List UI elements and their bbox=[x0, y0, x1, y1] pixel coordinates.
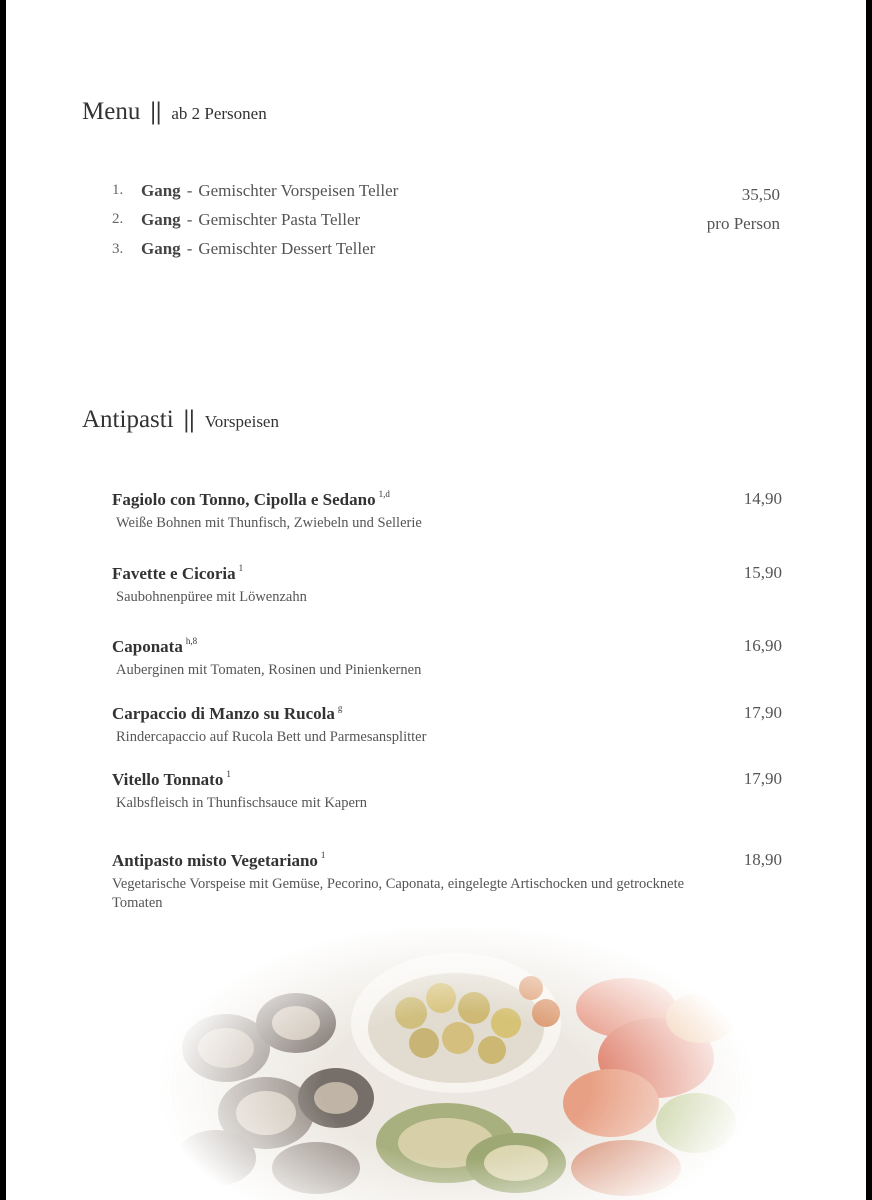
menu-subtitle: ab 2 Personen bbox=[171, 104, 267, 123]
dish-name-line bbox=[112, 636, 782, 657]
dish-price: 16,90 bbox=[743, 636, 782, 655]
allergen-note: 1 bbox=[320, 850, 326, 860]
dish-description: Kalbsfleisch in Thunfischsauce mit Kapern bbox=[116, 795, 367, 811]
course-text: Gemischter Pasta Teller bbox=[198, 209, 361, 229]
dish-description: Rindercapaccio auf Rucola Bett und Parmesansplitter bbox=[116, 729, 427, 745]
course-item bbox=[112, 205, 492, 234]
dish-price: 18,90 bbox=[743, 850, 782, 869]
course-dash: - bbox=[186, 209, 193, 229]
dish-item bbox=[112, 703, 782, 747]
dish-name: Antipasto misto Vegetariano bbox=[112, 851, 318, 870]
dish-description: Weiße Bohnen mit Thunfisch, Zwiebeln und Sellerie bbox=[116, 515, 422, 531]
course-dash: - bbox=[186, 239, 193, 259]
dish-price: 15,90 bbox=[743, 563, 782, 582]
course-label: Gang bbox=[141, 180, 181, 200]
olive-bowl bbox=[351, 953, 561, 1093]
course-dash: - bbox=[186, 180, 193, 200]
dish-name-line bbox=[112, 850, 782, 871]
dish-item bbox=[112, 563, 782, 607]
course-number: 1. bbox=[112, 182, 124, 199]
menu-heading bbox=[82, 98, 267, 126]
menu-price-block bbox=[707, 180, 780, 238]
dish-name-line bbox=[112, 769, 782, 790]
antipasti-subtitle: Vorspeisen bbox=[204, 412, 279, 431]
antipasti-photo bbox=[156, 928, 756, 1200]
course-text: Gemischter Dessert Teller bbox=[198, 239, 376, 259]
dish-item bbox=[112, 769, 782, 813]
allergen-note: 1,d bbox=[378, 489, 390, 499]
course-number: 2. bbox=[112, 211, 124, 228]
antipasti-title: Antipasti bbox=[82, 406, 174, 433]
dish-description: Auberginen mit Tomaten, Rosinen und Pinienkernen bbox=[116, 662, 422, 678]
course-item bbox=[112, 176, 492, 205]
antipasti-heading bbox=[82, 406, 279, 434]
dish-name-line bbox=[112, 563, 782, 584]
menu-page bbox=[6, 0, 866, 1200]
allergen-note: h,8 bbox=[185, 636, 198, 646]
allergen-note: g bbox=[337, 703, 343, 713]
dish-item bbox=[112, 489, 782, 533]
course-number: 3. bbox=[112, 240, 124, 257]
course-text: Gemischter Vorspeisen Teller bbox=[198, 180, 399, 200]
dish-name: Caponata bbox=[112, 637, 183, 656]
allergen-note: 1 bbox=[238, 563, 244, 573]
dish-name: Fagiolo con Tonno, Cipolla e Sedano bbox=[112, 490, 376, 509]
dish-name: Vitello Tonnato bbox=[112, 770, 224, 789]
dish-price: 17,90 bbox=[743, 769, 782, 788]
course-label: Gang bbox=[141, 209, 181, 229]
menu-price: 35,50 bbox=[741, 185, 780, 204]
menu-title: Menu bbox=[82, 98, 141, 125]
course-list bbox=[112, 176, 492, 264]
allergen-note: 1 bbox=[226, 769, 231, 779]
dish-description: Saubohnenpüree mit Löwenzahn bbox=[116, 589, 307, 605]
dish-name: Favette e Cicoria bbox=[112, 564, 236, 583]
dish-price: 17,90 bbox=[743, 703, 782, 722]
dish-item bbox=[112, 636, 782, 680]
dish-name-line bbox=[112, 489, 782, 510]
antipasti-separator: || bbox=[183, 406, 195, 433]
dish-name: Carpaccio di Manzo su Rucola bbox=[112, 704, 335, 723]
dish-price: 14,90 bbox=[743, 489, 782, 508]
menu-price-unit: pro Person bbox=[706, 214, 780, 233]
menu-separator: || bbox=[150, 98, 162, 125]
dish-item bbox=[112, 850, 782, 913]
dish-description: Vegetarische Vorspeise mit Gemüse, Pecorino, Caponata, eingelegte Artischocken und getrocknete Tomaten bbox=[112, 876, 685, 911]
course-label: Gang bbox=[141, 239, 181, 259]
course-item bbox=[112, 235, 492, 264]
dish-name-line bbox=[112, 703, 782, 724]
